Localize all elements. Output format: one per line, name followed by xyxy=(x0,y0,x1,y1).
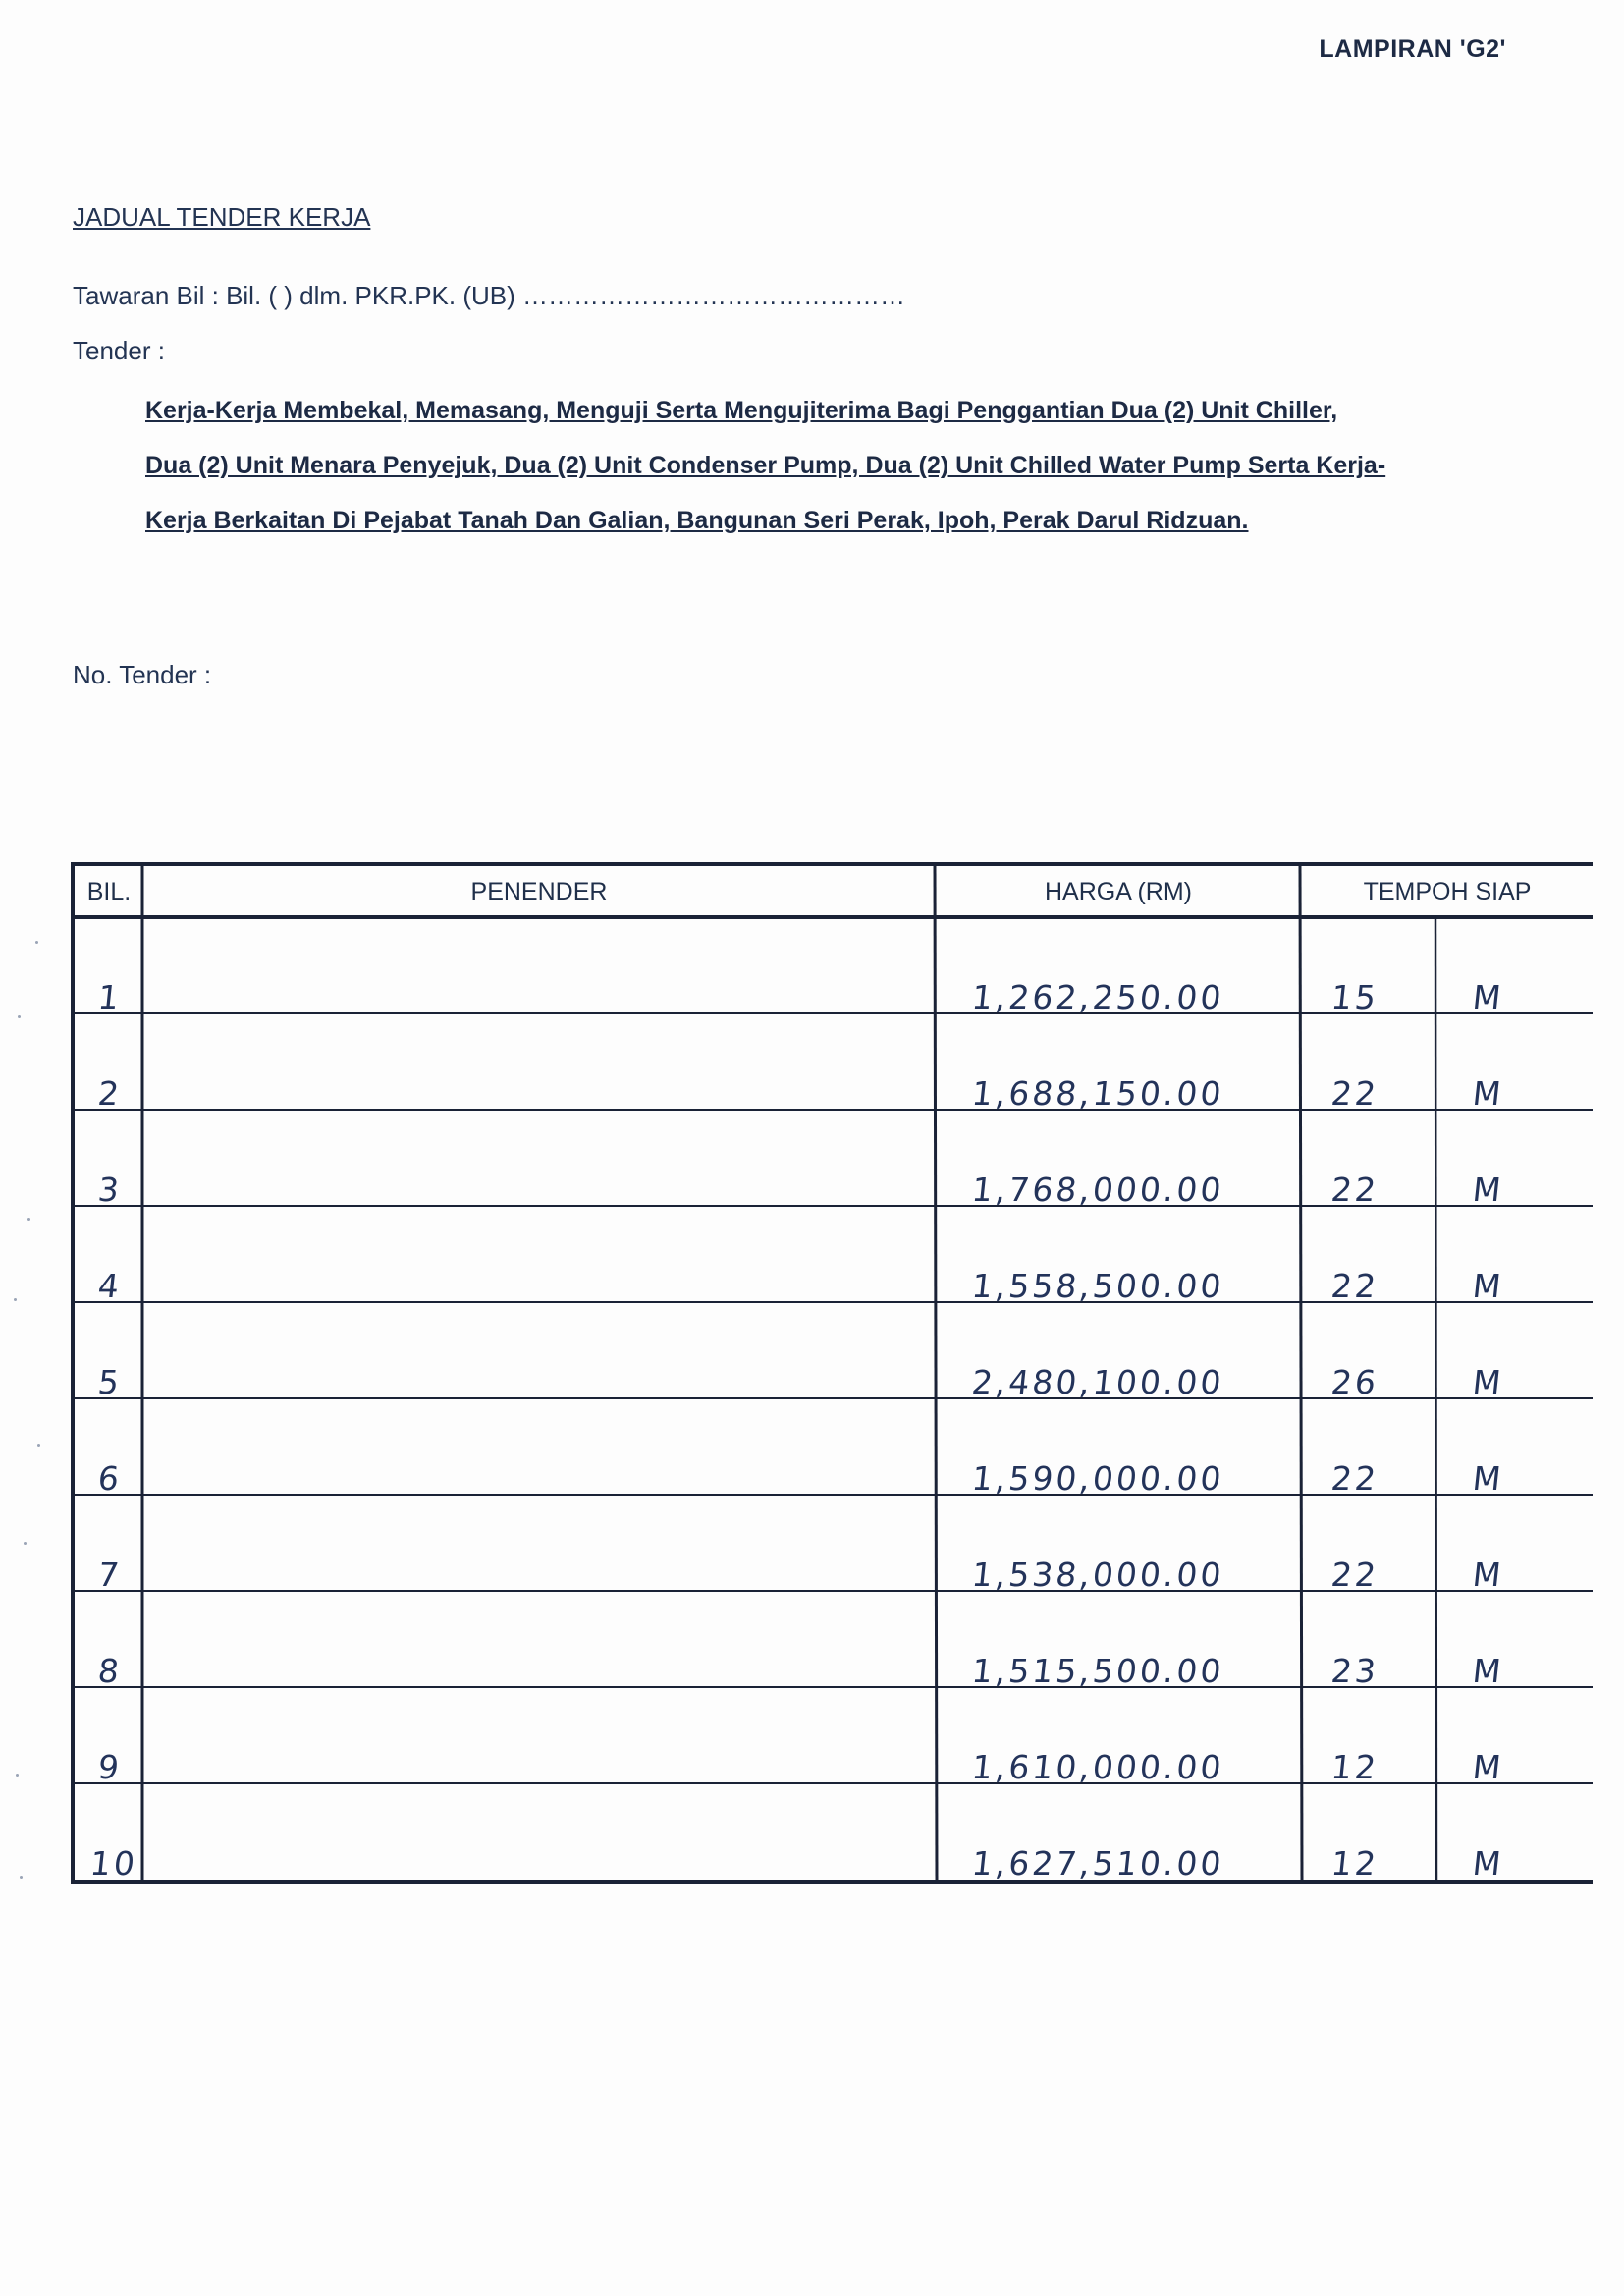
row-tempoh: 22 xyxy=(1328,1074,1381,1113)
tender-label: Tender : xyxy=(73,336,165,365)
scan-speck xyxy=(27,1218,30,1221)
row-price: 1,590,000.00 xyxy=(969,1459,1226,1498)
row-unit: M xyxy=(1470,1074,1506,1113)
row-unit: M xyxy=(1470,1556,1506,1594)
row-price: 1,688,150.00 xyxy=(969,1074,1226,1113)
row-tempoh: 22 xyxy=(1328,1267,1381,1305)
row-number: 1 xyxy=(95,978,125,1016)
scan-speck xyxy=(16,1774,19,1777)
document-heading: JADUAL TENDER KERJA xyxy=(73,202,371,232)
row-tempoh: 15 xyxy=(1328,978,1381,1016)
scan-speck xyxy=(20,1876,23,1879)
header-bil: BIL. xyxy=(86,878,132,905)
row-price: 2,480,100.00 xyxy=(969,1363,1226,1401)
lampiran-label: LAMPIRAN 'G2' xyxy=(1319,35,1506,63)
row-number: 10 xyxy=(87,1844,140,1883)
header-tempoh-siap: TEMPOH SIAP xyxy=(1363,878,1532,905)
scan-speck xyxy=(24,1542,27,1545)
row-number: 3 xyxy=(95,1171,125,1209)
no-tender-label: No. Tender : xyxy=(73,660,212,689)
scan-speck xyxy=(18,1015,21,1018)
row-price: 1,558,500.00 xyxy=(969,1267,1226,1305)
row-price: 1,515,500.00 xyxy=(969,1652,1226,1690)
row-price: 1,768,000.00 xyxy=(969,1171,1226,1209)
row-number: 6 xyxy=(95,1459,125,1498)
row-number: 7 xyxy=(95,1556,125,1594)
row-price: 1,262,250.00 xyxy=(969,978,1226,1016)
row-tempoh: 22 xyxy=(1328,1459,1381,1498)
scan-speck xyxy=(14,1298,17,1301)
row-unit: M xyxy=(1470,1267,1506,1305)
row-unit: M xyxy=(1470,978,1506,1016)
row-number: 2 xyxy=(95,1074,125,1113)
row-unit: M xyxy=(1470,1459,1506,1498)
row-tempoh: 26 xyxy=(1328,1363,1381,1401)
row-price: 1,627,510.00 xyxy=(969,1844,1226,1883)
scan-speck xyxy=(35,941,38,944)
tender-title xyxy=(145,383,1540,548)
tender-title-line: Dua (2) Unit Menara Penyejuk, Dua (2) Unit Condenser Pump, Dua (2) Unit Chilled Water Pump Serta Kerja- xyxy=(145,452,1386,479)
header-penender: PENENDER xyxy=(470,878,608,905)
row-number: 5 xyxy=(95,1363,125,1401)
row-unit: M xyxy=(1470,1171,1506,1209)
row-tempoh: 22 xyxy=(1328,1171,1381,1209)
row-tempoh: 12 xyxy=(1328,1748,1381,1786)
tawaran-line: Tawaran Bil : Bil. ( ) dlm. PKR.PK. (UB) ……………………………………… xyxy=(73,281,905,310)
row-number: 8 xyxy=(95,1652,125,1690)
row-tempoh: 12 xyxy=(1328,1844,1381,1883)
scan-speck xyxy=(37,1444,40,1447)
row-unit: M xyxy=(1470,1363,1506,1401)
row-price: 1,610,000.00 xyxy=(969,1748,1226,1786)
row-number: 4 xyxy=(95,1267,125,1305)
row-price: 1,538,000.00 xyxy=(969,1556,1226,1594)
tender-title-line: Kerja-Kerja Membekal, Memasang, Menguji Serta Mengujiterima Bagi Penggantian Dua (2) Unit Chiller, xyxy=(145,397,1338,424)
row-unit: M xyxy=(1470,1748,1506,1786)
row-unit: M xyxy=(1470,1844,1506,1883)
header-harga: HARGA (RM) xyxy=(1045,878,1192,905)
tender-title-line: Kerja Berkaitan Di Pejabat Tanah Dan Galian, Bangunan Seri Perak, Ipoh, Perak Darul Ridzuan. xyxy=(145,507,1249,534)
row-number: 9 xyxy=(95,1748,125,1786)
row-unit: M xyxy=(1470,1652,1506,1690)
row-tempoh: 23 xyxy=(1328,1652,1381,1690)
row-tempoh: 22 xyxy=(1328,1556,1381,1594)
